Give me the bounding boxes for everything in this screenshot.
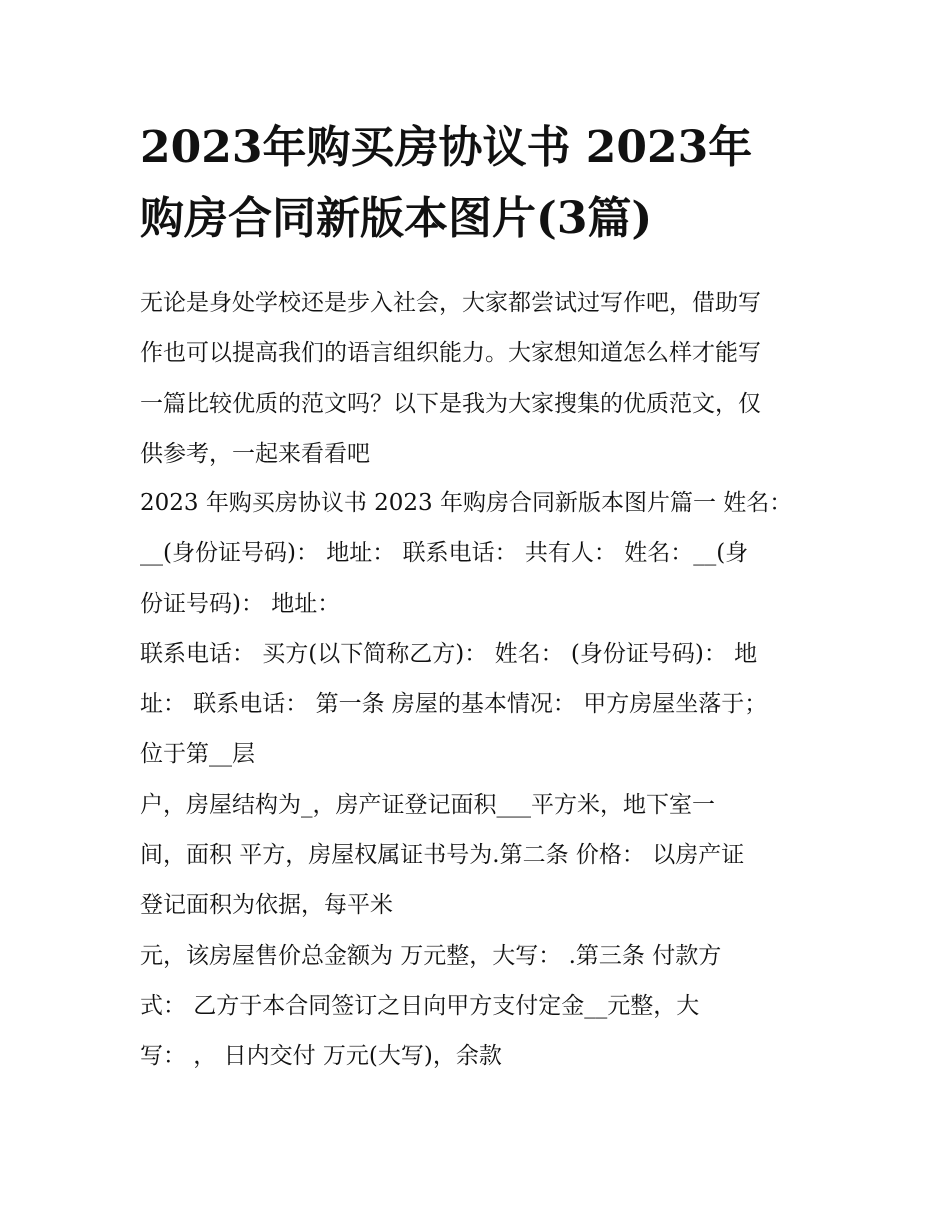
title-line: 2023年购买房协议书 2023年 (140, 122, 753, 173)
intro-line: 作也可以提高我们的语言组织能力。大家想知道怎么样才能写 (140, 340, 761, 367)
body-line: 址： 联系电话： 第一条 房屋的基本情况： 甲方房屋坐落于； (140, 691, 768, 718)
intro-line: 供参考，一起来看看吧 (140, 440, 370, 467)
title-line: 购房合同新版本图片(3篇) (140, 193, 653, 244)
body-line: 登记面积为依据，每平米 (140, 892, 393, 919)
intro-line: 无论是身处学校还是步入社会，大家都尝试过写作吧，借助写 (140, 290, 761, 316)
body-line: 户，房屋结构为_，房产证登记面积___平方米，地下室一 (140, 791, 715, 818)
document-title (140, 112, 820, 254)
body-line: 位于第__层 (140, 741, 255, 768)
body-line: 元，该房屋售价总金额为 万元整，大写： .第三条 付款方 (140, 942, 722, 969)
intro-line: 一篇比较优质的范文吗？以下是我为大家搜集的优质范文，仅 (140, 390, 761, 417)
body-line: 式： 乙方于本合同签订之日向甲方支付定金__元整，大 (140, 992, 700, 1019)
body-line: 写： ， 日内交付 万元(大写)，余款 (140, 1043, 502, 1070)
body-line: __(身份证号码)： 地址： 联系电话： 共有人： 姓名：__(身 (140, 540, 749, 567)
body-line: 联系电话： 买方(以下简称乙方)： 姓名： (身份证号码)： 地 (140, 640, 758, 667)
body-line: 间，面积 平方，房屋权属证书号为.第二条 价格： 以房产证 (140, 842, 745, 869)
body-line: 份证号码)： 地址： (140, 590, 341, 617)
contract-body (140, 478, 830, 1082)
intro-paragraph (140, 278, 830, 479)
body-line: 2023 年购买房协议书 2023 年购房合同新版本图片篇一 姓名： (140, 490, 793, 516)
